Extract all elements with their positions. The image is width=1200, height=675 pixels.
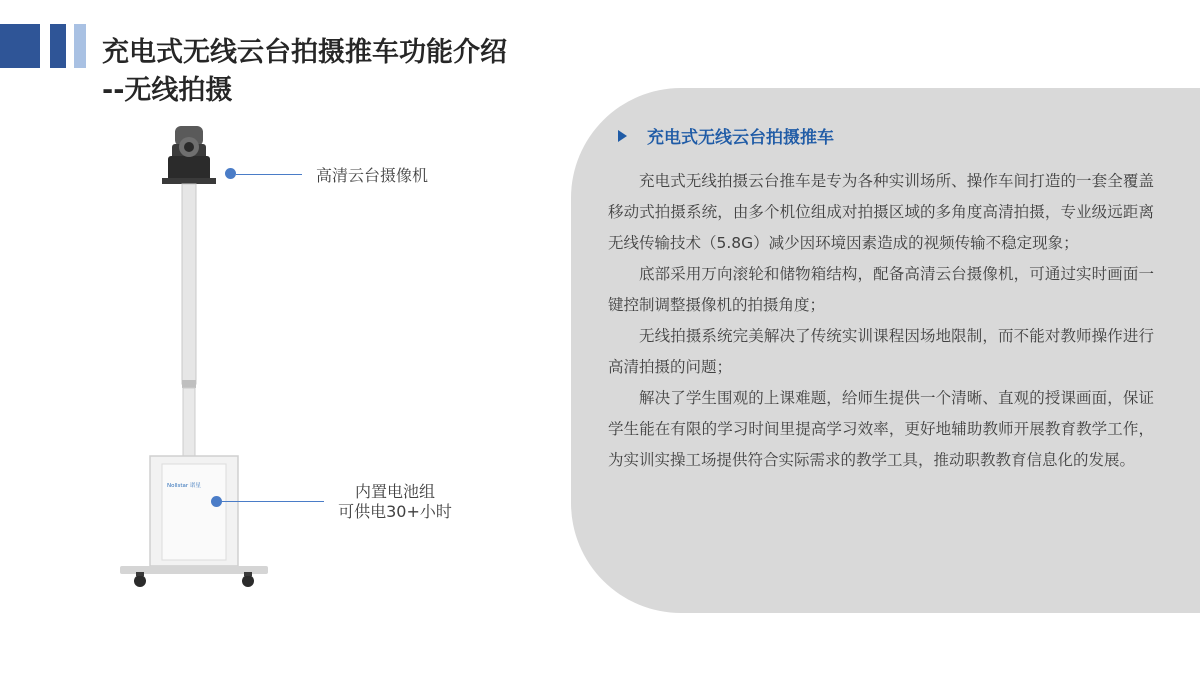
panel-heading-text: 充电式无线云台拍摄推车 (647, 128, 834, 148)
callout-line-battery (222, 501, 324, 502)
header-accent-bar (50, 24, 66, 68)
arrow-bullet-icon (618, 130, 627, 142)
page-title-line1: 充电式无线云台拍摄推车功能介绍 (102, 37, 507, 68)
panel-paragraph: 底部采用万向滚轮和储物箱结构，配备高清云台摄像机，可通过实时画面一键控制调整摄像机的拍摄角度； (608, 265, 1154, 314)
wheel-icon (242, 575, 254, 587)
page-title-line2: --无线拍摄 (102, 75, 233, 106)
callout-label-battery-line2: 可供电30+小时 (338, 502, 452, 521)
callout-dot-battery (211, 496, 222, 507)
panel-paragraph: 解决了学生围观的上课难题，给师生提供一个清晰、直观的授课画面，保证学生能在有限的学习时间里提高学习效率，更好地辅助教师开展教育教学工作，为实训实操工场提供符合实际需求的教学工具，推动职教教育信息化的发展。 (608, 389, 1154, 469)
panel-paragraph: 充电式无线拍摄云台推车是专为各种实训场所、操作车间打造的一套全覆盖移动式拍摄系统，由多个机位组成对拍摄区域的多角度高清拍摄，专业级远距离无线传输技术（5.8G）减少因环境因素造成的视频传输不稳定现象； (608, 172, 1154, 252)
header-accent-bar (0, 24, 40, 68)
header-accent-bar (74, 24, 86, 68)
page-title (102, 34, 507, 110)
panel-heading (618, 123, 834, 148)
ptz-camera-icon (162, 126, 216, 184)
callout-line-camera (236, 174, 302, 175)
callout-label-camera: 高清云台摄像机 (316, 166, 429, 185)
panel-paragraph: 无线拍摄系统完美解决了传统实训课程因场地限制，而不能对教师操作进行高清拍摄的问题； (608, 327, 1154, 376)
wheel-icon (134, 575, 146, 587)
brand-label: Nollstar 诺星 (167, 483, 201, 489)
callout-dot-camera (225, 168, 236, 179)
callout-label-battery (330, 482, 460, 522)
panel-body (608, 166, 1154, 476)
callout-label-battery-line1: 内置电池组 (354, 482, 435, 501)
camera-cart-image (110, 126, 280, 596)
